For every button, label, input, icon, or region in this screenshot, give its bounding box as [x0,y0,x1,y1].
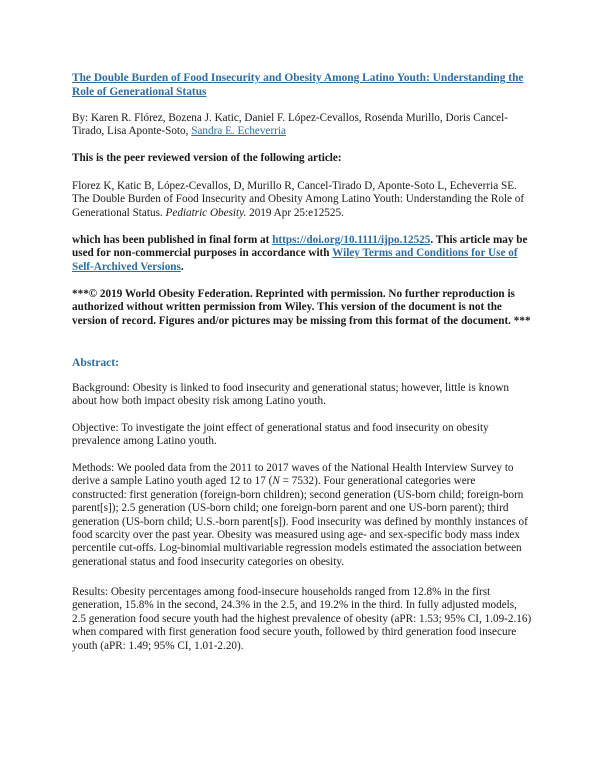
article-title[interactable]: The Double Burden of Food Insecurity and Obesity Among Latino Youth: Understanding the Role of Generational Status [72,72,524,98]
methods-text-1: Methods: We pooled data from the 2011 to 2017 waves of the National Health Interview Survey to derive a sample Latino youth aged 12 to 17 ( [72,462,514,488]
author-names: By: Karen R. Flórez, Bozena J. Katic, Daniel F. López-Cevallos, Rosenda Murillo, Doris Cancel-Tirado, Lisa Aponte-Soto, [72,112,508,138]
doi-link[interactable]: https://doi.org/10.1111/ijpo.12525 [272,234,431,246]
publication-notice [72,234,532,274]
abstract-results: Results: Obesity percentages among food-insecure households ranged from 12.8% in the first generation, 15.8% in the second, 24.3% in the 2.5, and 19.2% in the third. In fully adjusted models, 2.5 generation food secure youth had the highest prevalence of obesity (aPR: 1.53; 95% CI, 1.09-2.16) when compared with first generation food secure youth, followed by third generation food insecure youth (aPR: 1.49; 95% CI, 1.01-2.20). [72,586,532,652]
methods-text-2: = 7532). Four generational categories were constructed: first generation (foreign-born children); second generation (US-born child; foreign-born parent[s]); 2.5 generation (US-born child; one foreign-born parent and one US-born parent); third generation (US-born child; U.S.-born parent[s]). Food insecurity was defined by monthly instances of food scarcity over the past year. Obesity was measured using age- and sex-specific body mass index percentile cut-offs. Log-binomial multivariable regression models estimated the association between generational status and food insecurity categories on obesity. [72,475,528,568]
abstract-heading: Abstract: [72,356,120,369]
publication-text-3: . [180,260,184,273]
citation [72,180,532,220]
wiley-terms-link[interactable]: Wiley Terms and Conditions for Use of Self-Archived Versions [72,247,518,273]
author-list [72,112,532,139]
publication-text-1: which has been published in final form at [72,234,273,246]
methods-n-symbol: N [272,475,280,488]
peer-review-notice: This is the peer reviewed version of the following article: [72,152,342,164]
copyright-notice: ***© 2019 World Obesity Federation. Reprinted with permission. No further reproduction is authorized without written permission from Wiley. This version of the document is not the version of record. Figures and/or pictures may be missing from this format of the document. *** [72,288,531,327]
abstract-methods [72,462,532,569]
citation-date: 2019 Apr 25:e12525. [246,206,344,219]
citation-text: Florez K, Katic B, López-Cevallos, D, Murillo R, Cancel-Tirado D, Aponte-Soto L, Echeverria SE. The Double Burden of Food Insecurity and Obesity Among Latino Youth: Understanding the Role of Generational Status. [72,180,525,219]
author-link-echeverria[interactable]: Sandra E. Echeverria [191,125,286,138]
abstract-objective: Objective: To investigate the joint effect of generational status and food insecurity on obesity prevalence among Latino youth. [72,422,489,448]
abstract-background: Background: Obesity is linked to food insecurity and generational status; however, little is known about how both impact obesity risk among Latino youth. [72,382,510,408]
publication-text-2: . This article may be used for non-commercial purposes in accordance with [72,234,528,260]
citation-journal: Pediatric Obesity. [165,206,247,219]
